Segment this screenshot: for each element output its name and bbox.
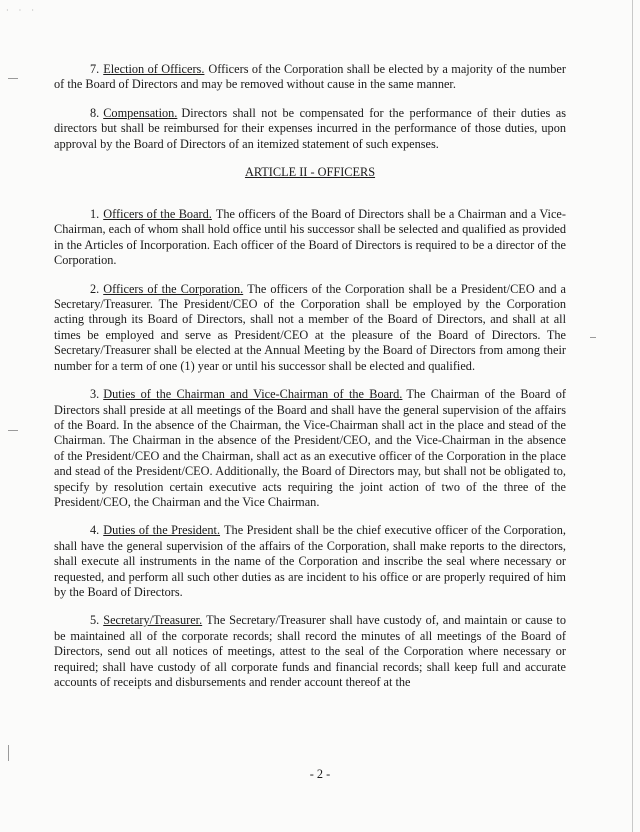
section-7 — [54, 62, 566, 93]
section-number: 4. — [90, 523, 100, 538]
section-heading: Officers of the Corporation. — [103, 281, 244, 296]
officers-section-1 — [54, 207, 566, 269]
section-number: 7. — [90, 62, 100, 76]
officers-section-3 — [54, 387, 566, 510]
section-body: The Chairman of the Board of Directors shall preside at all meetings of the Board and shall have the general supervision of the affairs of the Board. In the absence of the Chairman, the Vice-Chairman shall act in the place and stead of the Chairman. The Chairman in the absence of the President/CEO, and the Vice-Chairman in the absence of the President/CEO and the Chairman, shall act as an executive officer of the Corporation in the place and stead of the President/CEO. Additionally, the Board of Directors may, but shall not be obligated to, specify by resolution certain executive acts requiring the joint action of two of the three of the President/CEO, the Chairman and the Vice Chairman. — [54, 387, 566, 509]
section-heading: Duties of the Chairman and Vice-Chairman of the Board. — [103, 387, 403, 402]
section-body: The Secretary/Treasurer shall have custody of, and maintain or cause to be maintained all of the corporate records; shall record the minutes of all meetings of the Board of Directors, send out all notices of meetings, attest to the seal of the Corporation where necessary or required; shall have custody of all corporate funds and financial records; shall keep full and accurate accounts of receipts and disbursements and render account thereof at the — [54, 613, 566, 689]
scan-edge — [632, 0, 633, 832]
scan-artifact — [8, 745, 9, 761]
document-body — [54, 62, 566, 703]
section-body: The officers of the Corporation shall be a President/CEO and a Secretary/Treasurer. The President/CEO of the Corporation shall be employed by the Corporation acting through its Board of Directors, shall not a member of the Board of Directors, and shall at all times be employed and serve as President/CEO at the pleasure of the Board of Directors. The Secretary/Treasurer shall be elected at the Annual Meeting by the Board of Directors from among their number for a term of one (1) year or until his successor shall be elected and qualified. — [54, 281, 566, 373]
section-body: Directors shall not be compensated for the performance of their duties as directors but shall be reimbursed for their expenses incurred in the performance of those duties, upon approval by the Board of Directors of an itemized statement of such expenses. — [54, 105, 566, 151]
officers-section-5 — [54, 613, 566, 690]
section-body: The officers of the Board of Directors shall be a Chairman and a Vice-Chairman, each of whom shall hold office until his successor shall be selected and qualified as provided in the Articles of Incorporation. Each officer of the Board of Directors is required to be a director of the Corporation. — [54, 207, 566, 268]
section-heading: Duties of the President. — [103, 523, 221, 538]
officers-section-4 — [54, 523, 566, 600]
section-heading: Officers of the Board. — [103, 207, 212, 222]
section-body: Officers of the Corporation shall be elected by a majority of the number of the Board of Directors and may be removed without cause in the same manner. — [54, 62, 566, 92]
section-number: 5. — [90, 613, 100, 628]
section-number: 2. — [90, 281, 100, 296]
scan-artifact — [590, 337, 596, 338]
section-number: 8. — [90, 105, 100, 120]
scan-artifact — [8, 78, 18, 79]
section-heading: Compensation. — [103, 105, 178, 120]
section-heading: Election of Officers. — [103, 62, 205, 76]
article-heading: ARTICLE II - OFFICERS — [244, 165, 376, 180]
section-8 — [54, 106, 566, 152]
page-number: - 2 - — [309, 767, 331, 781]
officers-section-2 — [54, 282, 566, 374]
section-number: 3. — [90, 387, 100, 402]
section-heading: Secretary/Treasurer. — [103, 613, 203, 628]
section-number: 1. — [90, 207, 100, 222]
scan-artifact — [8, 430, 18, 431]
section-body: The President shall be the chief executive officer of the Corporation, shall have the general supervision of the affairs of the Corporation, shall make reports to the directors, shall execute all instruments in the name of the Corporation and inscribe the seal where necessary or requested, and perform all such other duties as are incident to his office or are properly required of him by the Board of Directors. — [54, 523, 567, 599]
scan-dots: · · · — [6, 6, 38, 15]
